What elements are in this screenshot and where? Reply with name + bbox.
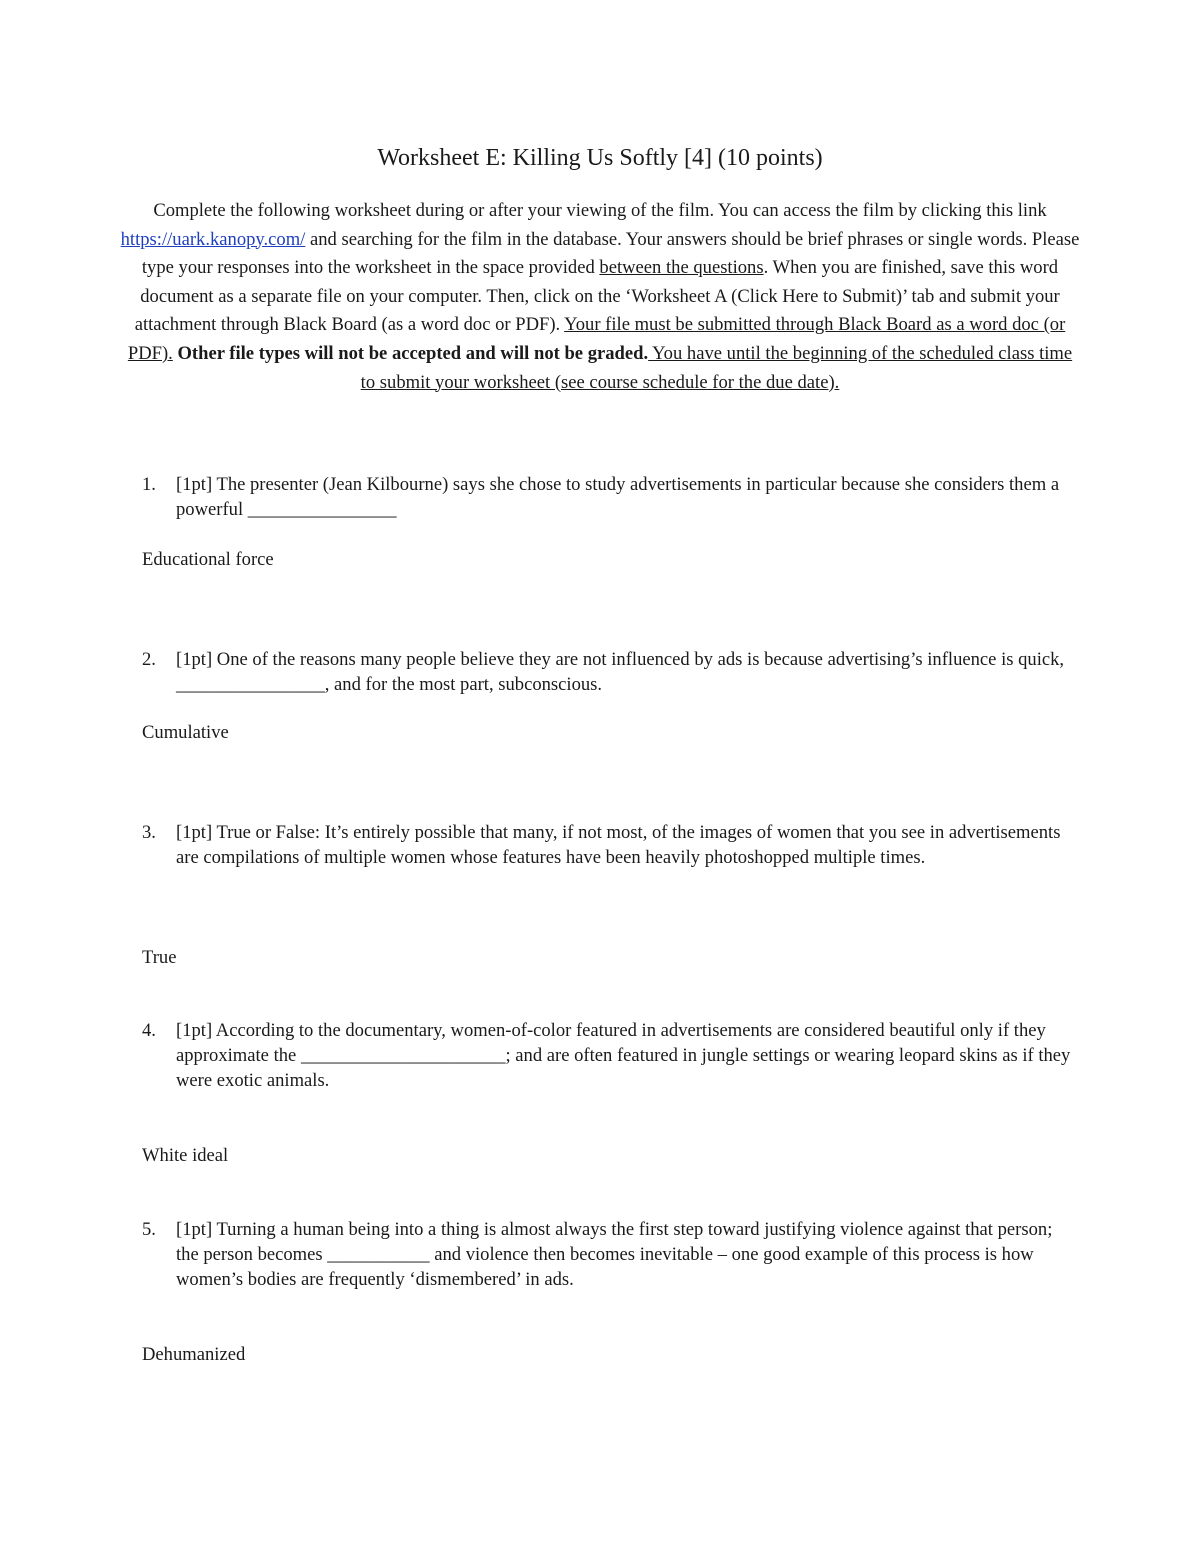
- question-3: [142, 820, 1072, 870]
- question-text: [176, 1217, 1072, 1292]
- instructions-underline-3: You have until the beginning of the scheduled class time to submit your worksheet (see course schedule for the due date).: [360, 342, 1073, 393]
- question-number: 1.: [142, 474, 156, 495]
- question-text-b: and violence then becomes inevitable – one good example of this process is how women’s bodies are frequently ‘dismembered’ in ads.: [176, 1244, 1034, 1290]
- answer-2[interactable]: Cumulative: [142, 722, 229, 743]
- answer-3[interactable]: True: [142, 947, 177, 968]
- fill-in-blank: ________________: [247, 499, 397, 520]
- instructions-text-1: Complete the following worksheet during or after your viewing of the film. You can access the film by clicking this link: [153, 200, 1047, 221]
- instructions-underline-1: between the questions: [599, 257, 764, 279]
- question-text: [176, 1018, 1072, 1093]
- question-text: [176, 820, 1072, 870]
- question-text-b: , and for the most part, subconscious.: [324, 674, 603, 695]
- question-number: 2.: [142, 649, 156, 670]
- fill-in-blank: ________________: [176, 674, 325, 695]
- question-text-a: [1pt] According to the documentary, women-of-color featured in advertisements are considered beautiful only if they approximate the: [176, 1020, 1046, 1066]
- question-text-a: [1pt] Turning a human being into a thing is almost always the first step toward justifying violence against that person; the person becomes: [176, 1219, 1053, 1265]
- instructions-bold-warning: Other file types will not be accepted and will not be graded.: [172, 342, 649, 364]
- question-text-b: ; and are often featured in jungle settings or wearing leopard skins as if they were exotic animals.: [176, 1045, 1071, 1091]
- question-text-a: [1pt] One of the reasons many people believe they are not influenced by ads is because advertising’s influence is quick,: [176, 649, 1065, 670]
- answer-1[interactable]: Educational force: [142, 549, 274, 570]
- question-1: [142, 472, 1072, 522]
- question-number: 3.: [142, 822, 156, 843]
- kanopy-link[interactable]: https://uark.kanopy.com/: [120, 228, 306, 250]
- instructions-underline-2: Your file must be submitted through Black Board as a word doc (or PDF).: [127, 314, 1066, 364]
- instructions-text-2: and searching for the film in the database. Your answers should be brief phrases or single words. Please type your responses into the worksheet in the space provided: [141, 228, 1080, 279]
- question-text: [176, 647, 1072, 697]
- instructions-paragraph: [120, 197, 1080, 397]
- worksheet-title: Worksheet E: Killing Us Softly [4] (10 points): [377, 145, 823, 171]
- question-4: [142, 1018, 1072, 1093]
- question-text-a: [1pt] The presenter (Jean Kilbourne) says she chose to study advertisements in particular because she considers them a powerful: [176, 474, 1060, 520]
- instructions-text-3: . When you are finished, save this word document as a separate file on your computer. Then, click on the ‘Worksheet A (Click Here to Submit)’ tab and submit your attachment through Black Board (as a word doc or PDF).: [134, 257, 1060, 336]
- question-text: [176, 472, 1072, 522]
- question-text-a: [1pt] True or False: It’s entirely possible that many, if not most, of the images of women that you see in advertisements are compilations of multiple women whose features have been heavily photoshopped multiple times.: [176, 822, 1061, 868]
- fill-in-blank: ______________________: [300, 1045, 506, 1066]
- fill-in-blank: ___________: [327, 1244, 430, 1265]
- answer-4[interactable]: White ideal: [142, 1145, 229, 1166]
- question-number: 4.: [142, 1020, 156, 1041]
- question-2: [142, 647, 1072, 697]
- question-5: [142, 1217, 1072, 1292]
- answer-5[interactable]: Dehumanized: [142, 1344, 246, 1365]
- question-number: 5.: [142, 1219, 156, 1240]
